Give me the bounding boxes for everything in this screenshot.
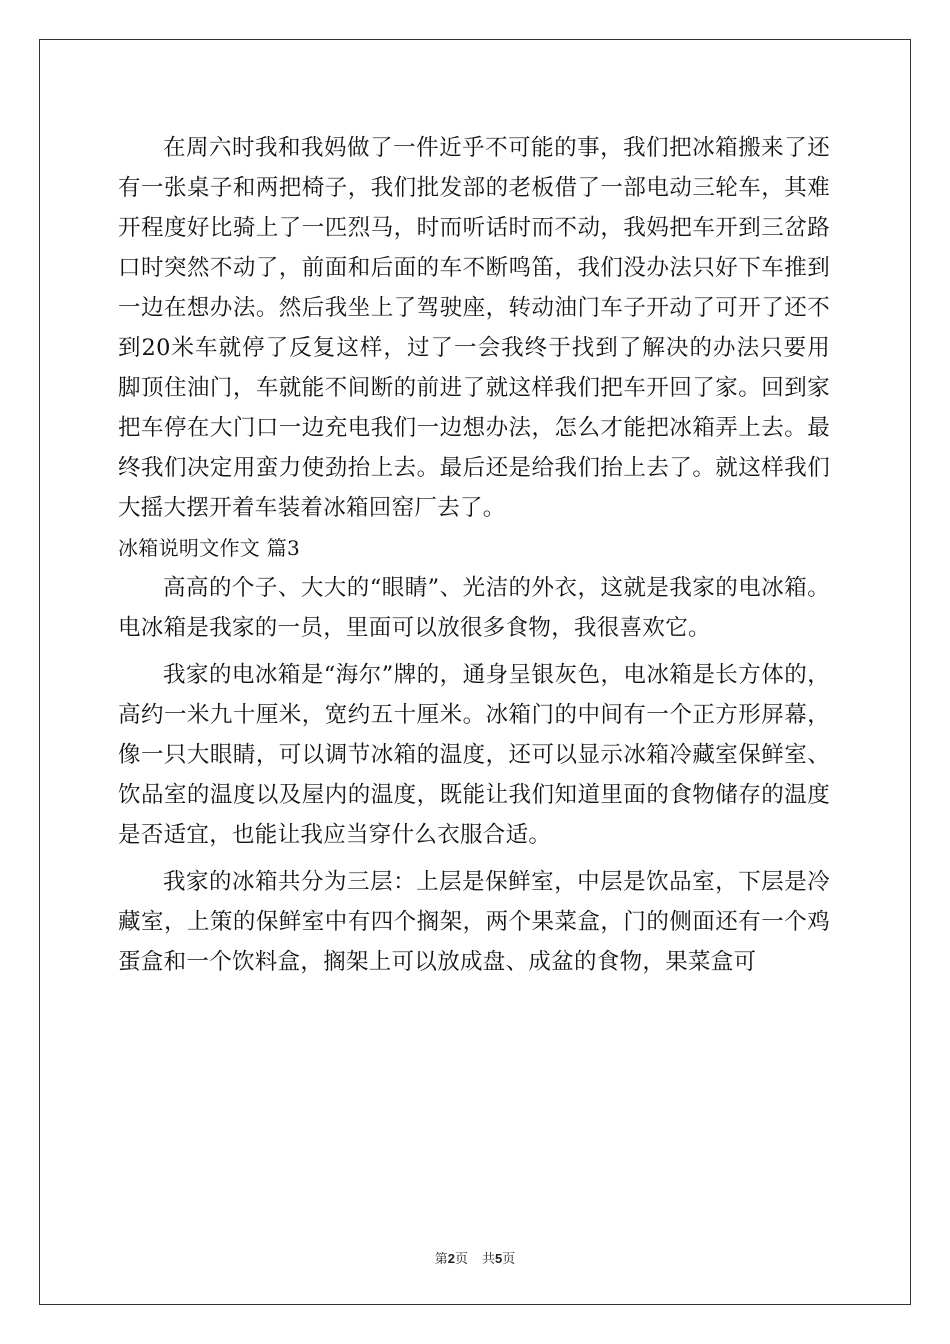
footer-page-prefix: 第 (434, 1252, 448, 1267)
footer-page-number: 2 (447, 1251, 455, 1266)
paragraph-appearance: 我家的电冰箱是“海尔”牌的，通身呈银灰色，电冰箱是长方体的，高约一米九十厘米，宽约五十厘米。冰箱门的中间有一个正方形屏幕，像一只大眼睛，可以调节冰箱的温度，还可以显示冰箱冷藏室保鲜室、饮品室的温度以及屋内的温度，既能让我们知道里面的食物储存的温度是否适宜，也能让我应当穿什么衣服合适。 (118, 662, 830, 848)
footer-total-suffix: 页 (502, 1252, 516, 1267)
paragraph-layers: 我家的冰箱共分为三层：上层是保鲜室，中层是饮品室，下层是冷藏室，上策的保鲜室中有四个搁架，两个果菜盒，门的侧面还有一个鸡蛋盒和一个饮料盒，搁架上可以放成盘、成盆的食物，果菜盒可 (118, 869, 830, 975)
footer-page-suffix: 页 (454, 1252, 468, 1267)
page-footer (0, 1248, 950, 1267)
paragraph-moving-fridge: 在周六时我和我妈做了一件近乎不可能的事，我们把冰箱搬来了还有一张桌子和两把椅子，我们批发部的老板借了一部电动三轮车，其难开程度好比骑上了一匹烈马，时而听话时而不动，我妈把车开到三岔路口时突然不动了，前面和后面的车不断鸣笛，我们没办法只好下车推到一边在想办法。然后我坐上了驾驶座，转动油门车子开动了可开了还不到20米车就停了反复这样，过了一会我终于找到了解决的办法只要用脚顶住油门，车就能不间断的前进了就这样我们把车开回了家。回到家把车停在大门口一边充电我们一边想办法，怎么才能把冰箱弄上去。最终我们决定用蛮力使劲抬上去。最后还是给我们抬上去了。就这样我们大摇大摆开着车装着冰箱回窑厂去了。 (118, 135, 830, 521)
footer-total-prefix: 共 (482, 1252, 496, 1267)
document-body (118, 128, 830, 982)
section-heading: 冰箱说明文作文 篇3 (118, 536, 301, 560)
paragraph-intro: 高高的个子、大大的“眼睛”、光洁的外衣，这就是我家的电冰箱。电冰箱是我家的一员，里面可以放很多食物，我很喜欢它。 (118, 575, 830, 641)
footer-total-number: 5 (495, 1251, 503, 1266)
